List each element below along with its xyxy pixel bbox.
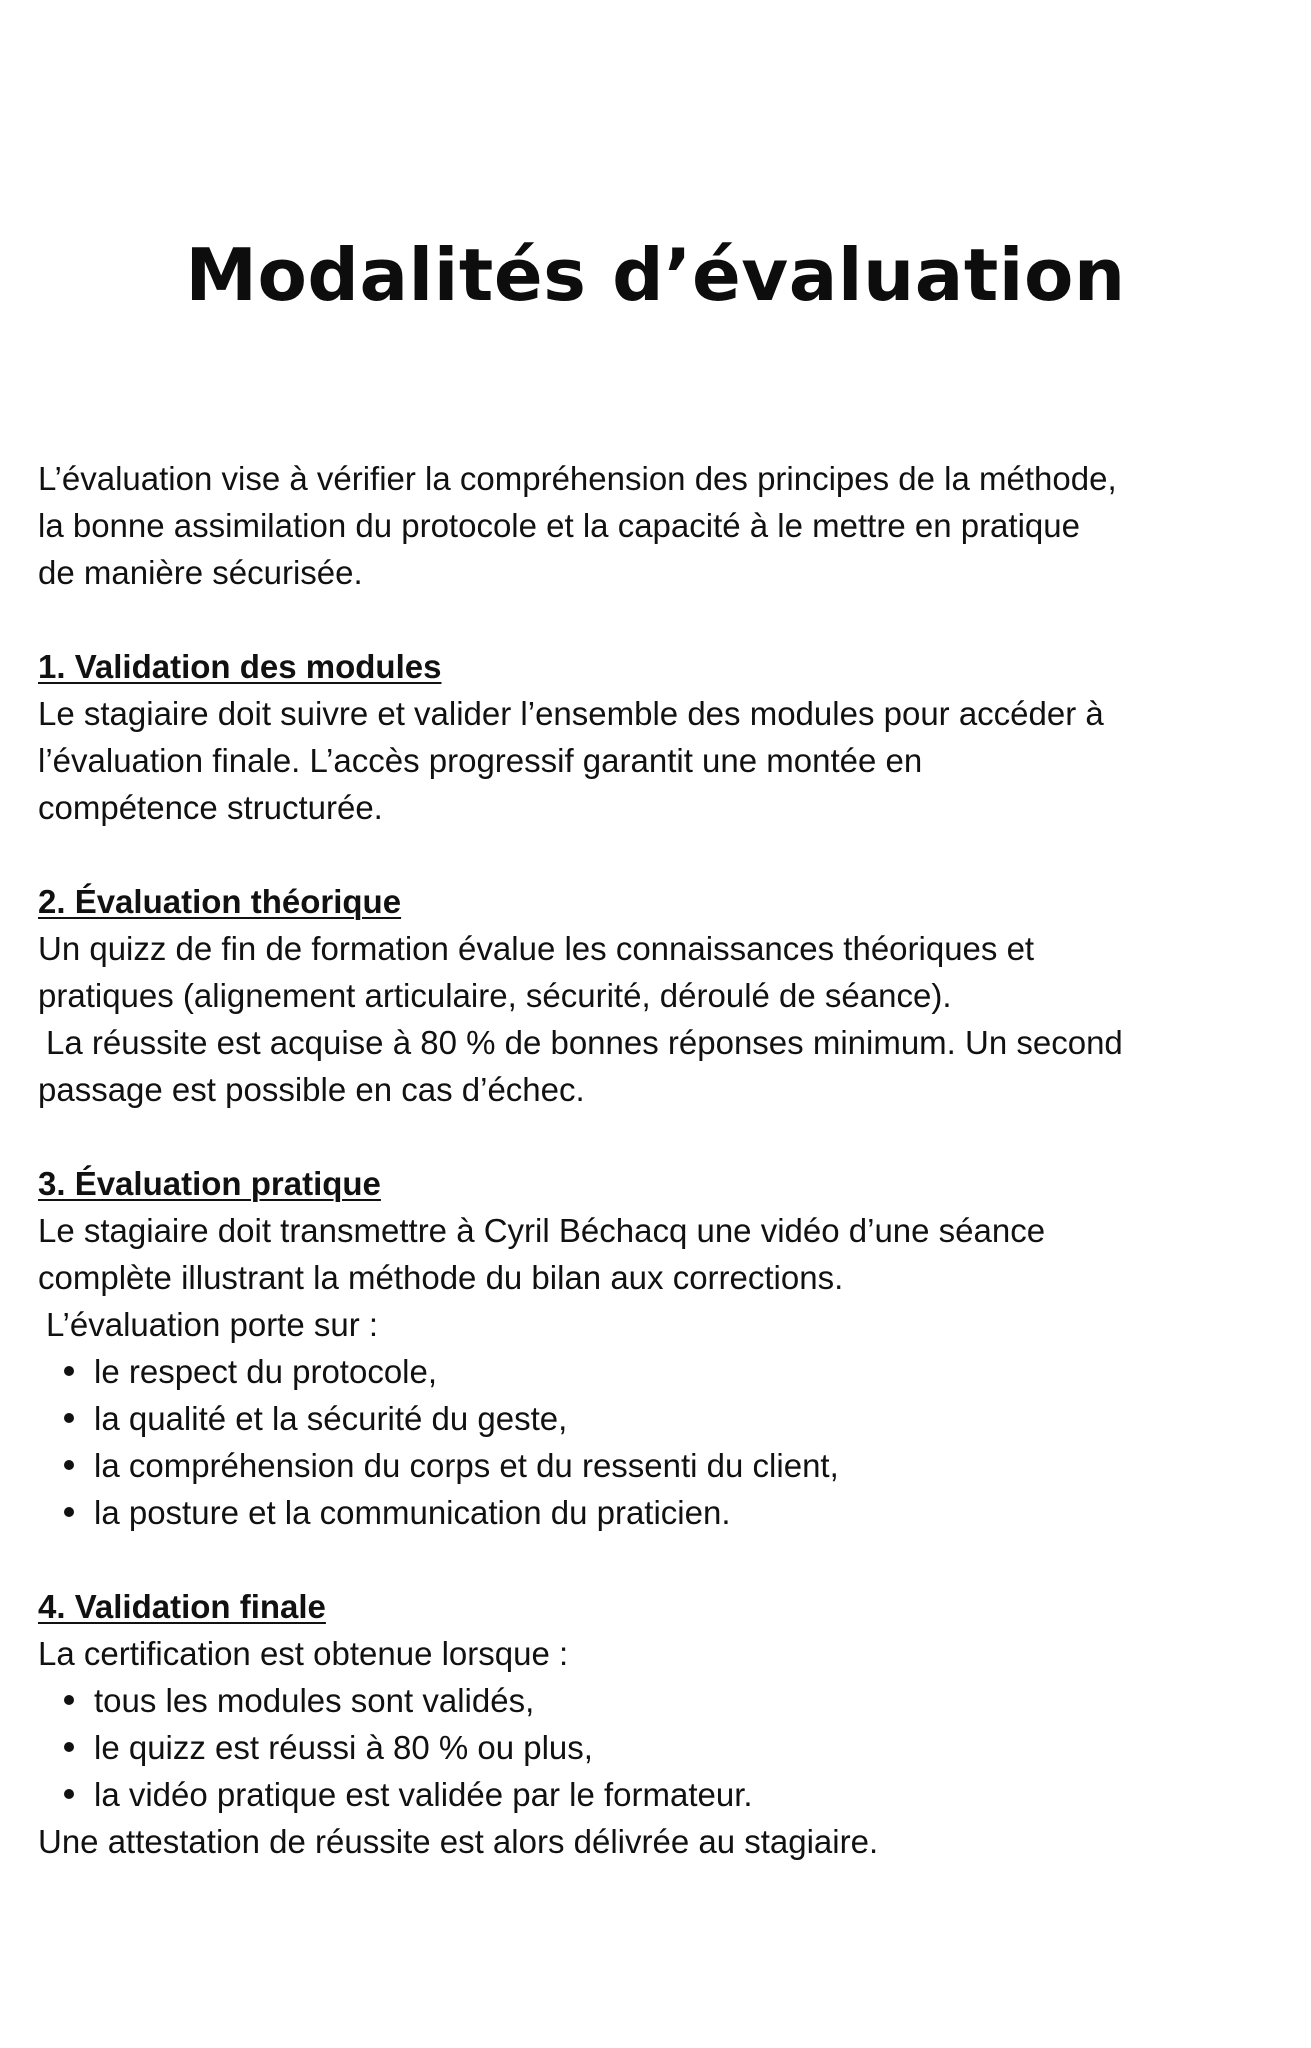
section-evaluation-theorique [38, 878, 1288, 1113]
section-evaluation-pratique [38, 1160, 1288, 1536]
list-item [94, 1348, 1288, 1395]
section-line: Le stagiaire doit suivre et valider l’ensemble des modules pour accéder à [38, 695, 1104, 732]
list-item-text: la qualité et la sécurité du geste, [94, 1400, 568, 1437]
spacer [38, 1113, 1288, 1160]
section-heading: 4. Validation finale [38, 1588, 326, 1625]
list-item-text: la compréhension du corps et du ressenti du client, [94, 1447, 839, 1484]
bullet-icon [64, 1742, 74, 1752]
list-item-text: tous les modules sont validés, [94, 1682, 535, 1719]
list-item-text: le respect du protocole, [94, 1353, 438, 1390]
section-line: L’évaluation porte sur : [46, 1306, 379, 1343]
section-line: pratiques (alignement articulaire, sécurité, déroulé de séance). [38, 977, 952, 1014]
list-item-text: la posture et la communication du praticien. [94, 1494, 731, 1531]
conditions-list [38, 1677, 1288, 1818]
section-heading: 1. Validation des modules [38, 648, 442, 685]
list-item-text: la vidéo pratique est validée par le formateur. [94, 1776, 753, 1813]
bullet-icon [64, 1366, 74, 1376]
spacer [38, 831, 1288, 878]
list-item [94, 1442, 1288, 1489]
section-validation-modules [38, 643, 1288, 831]
section-validation-finale [38, 1583, 1288, 1865]
list-item [94, 1677, 1288, 1724]
section-line: passage est possible en cas d’échec. [38, 1071, 585, 1108]
intro-line: L’évaluation vise à vérifier la compréhension des principes de la méthode, [38, 460, 1117, 497]
bullet-icon [64, 1460, 74, 1470]
section-line: Un quizz de fin de formation évalue les connaissances théoriques et [38, 930, 1035, 967]
list-item-text: le quizz est réussi à 80 % ou plus, [94, 1729, 593, 1766]
intro-line: la bonne assimilation du protocole et la capacité à le mettre en pratique [38, 507, 1080, 544]
document-body [38, 455, 1288, 1865]
section-line: l’évaluation finale. L’accès progressif garantit une montée en [38, 742, 923, 779]
list-item [94, 1724, 1288, 1771]
section-line: compétence structurée. [38, 789, 383, 826]
section-line: La réussite est acquise à 80 % de bonnes réponses minimum. Un second [46, 1024, 1123, 1061]
bullet-icon [64, 1695, 74, 1705]
bullet-icon [64, 1507, 74, 1517]
spacer [38, 1536, 1288, 1583]
section-heading: 3. Évaluation pratique [38, 1165, 381, 1202]
closing-line: Une attestation de réussite est alors délivrée au stagiaire. [38, 1823, 879, 1860]
intro-paragraph [38, 455, 1288, 596]
section-line: La certification est obtenue lorsque : [38, 1635, 569, 1672]
criteria-list [38, 1348, 1288, 1536]
list-item [94, 1489, 1288, 1536]
bullet-icon [64, 1789, 74, 1799]
page-title: Modalités d’évaluation [185, 233, 1126, 317]
bullet-icon [64, 1413, 74, 1423]
spacer [38, 596, 1288, 643]
section-heading: 2. Évaluation théorique [38, 883, 402, 920]
list-item [94, 1771, 1288, 1818]
section-line: Le stagiaire doit transmettre à Cyril Béchacq une vidéo d’une séance [38, 1212, 1046, 1249]
intro-line: de manière sécurisée. [38, 554, 363, 591]
section-line: complète illustrant la méthode du bilan aux corrections. [38, 1259, 844, 1296]
list-item [94, 1395, 1288, 1442]
